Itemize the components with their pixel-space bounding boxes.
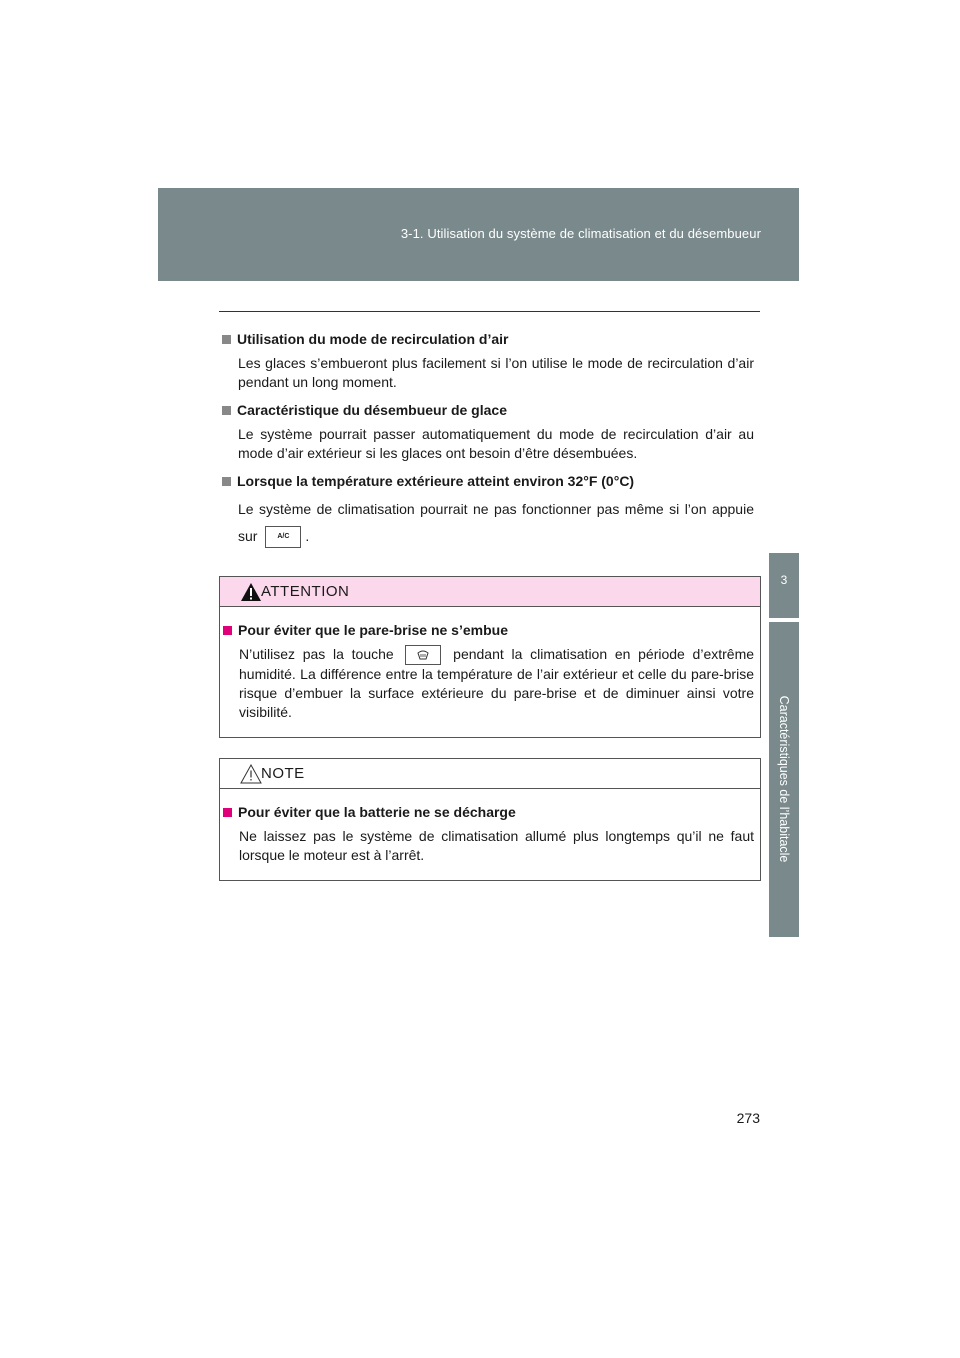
attention-heading: Pour éviter que le pare-brise ne s’embue [223,621,754,639]
chapter-header-band [158,188,799,281]
note-box [219,758,761,881]
section-heading-recirculation: Utilisation du mode de recirculation d’air [222,330,754,348]
note-body [220,789,760,879]
section-body-temperature: Le système de climatisation pourrait ne pas fonctionner pas même si l’on appuie sur A/C . [238,496,754,550]
section-body-defogger: Le système pourrait passer automatiquement du mode de recirculation d’air au mode d’air extérieur si les glaces ont besoin d’être désembuées. [238,426,754,461]
section-body-recirculation: Les glaces s’embueront plus facilement si l’on utilise le mode de recirculation d’air pendant un long moment. [238,355,754,390]
chapter-title: Caractéristiques de l’habitacle [777,695,791,863]
chapter-number: 3 [780,573,788,587]
attention-body [220,607,760,736]
section-heading-defogger: Caractéristique du désembueur de glace [222,401,754,419]
note-header [220,759,760,789]
bullet-square-icon [223,626,232,635]
warning-triangle-icon [240,582,262,602]
divider [219,311,760,312]
attention-box [219,576,761,738]
bullet-square-icon [222,406,231,415]
ac-button-icon: A/C [265,526,301,548]
note-label: NOTE [261,765,305,782]
note-text: Ne laissez pas le système de climatisation allumé plus longtemps qu’il ne faut lorsque le moteur est à l’arrêt. [239,828,754,863]
attention-label: ATTENTION [261,583,350,600]
chapter-number-tab [769,553,799,618]
caution-triangle-icon [240,764,262,784]
attention-header [220,577,760,607]
bullet-square-icon [222,335,231,344]
main-content [222,330,754,559]
attention-text: N’utilisez pas la touche pendant la climatisation en période d’extrême humidité. La différence entre la température de l’air extérieur et celle du pare-brise risque d’embuer la surface extérieure du pare-brise et de diminuer ainsi votre visibilité. [239,646,755,721]
note-heading: Pour éviter que la batterie ne se décharge [223,803,754,821]
page-number: 273 [736,1110,760,1126]
windshield-defog-icon [405,645,441,665]
chapter-side-label [769,622,799,937]
section-title: 3-1. Utilisation du système de climatisation et du désembueur [400,226,761,241]
bullet-square-icon [222,477,231,486]
section-heading-temperature: Lorsque la température extérieure atteint environ 32°F (0°C) [222,472,754,490]
bullet-square-icon [223,808,232,817]
